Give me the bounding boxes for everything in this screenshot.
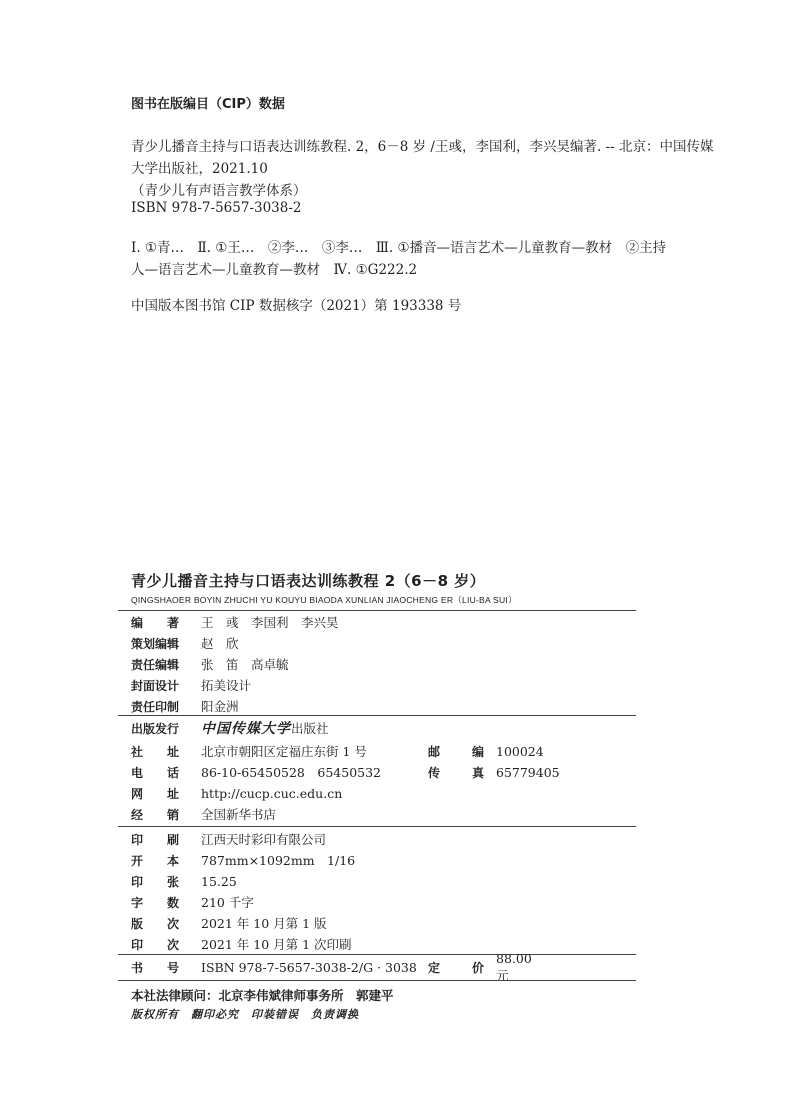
credit-row (131, 612, 339, 632)
address-label: 社 址 (131, 744, 179, 759)
cip-isbn: ISBN 978-7-5657-3038-2 (131, 200, 302, 216)
printing-row (131, 829, 326, 849)
distributor-label: 经 销 (131, 807, 179, 822)
printing-row-label: 印 次 (131, 937, 179, 952)
printing-row-value: 2021 年 10 月第 1 版 (201, 916, 327, 931)
cip-series: （青少儿有声语言教学体系） (131, 183, 307, 199)
credit-row (131, 633, 239, 653)
printing-row-label: 字 数 (131, 895, 179, 910)
credit-row-label: 编 著 (131, 615, 179, 630)
printing-row (131, 934, 352, 954)
phone-label: 电 话 (131, 765, 179, 780)
postcode-value: 100024 (496, 743, 544, 759)
publisher-row (131, 718, 329, 738)
credit-row (131, 675, 251, 695)
publisher-logo: 中国传媒大学 (201, 721, 291, 737)
publisher-label: 出版发行 (131, 721, 180, 736)
credit-row-value: 王 彧 李国利 李兴昊 (201, 615, 339, 630)
isbn-row (131, 950, 532, 983)
cip-entry-line-1: 青少儿播音主持与口语表达训练教程. 2，6－8 岁 /王彧，李国利，李兴昊编著. -- 北京：中国传媒 (131, 139, 714, 155)
divider (118, 715, 636, 716)
address-row (131, 741, 544, 761)
credit-row-label: 策划编辑 (131, 636, 180, 651)
fax-label: 传 真 (428, 765, 484, 780)
publisher-suffix: 出版社 (291, 721, 329, 736)
distributor-value: 全国新华书店 (201, 807, 277, 822)
printing-row-label: 印 张 (131, 874, 179, 889)
book-title-pinyin: QINGSHAOER BOYIN ZHUCHI YU KOUYU BIAODA XUNLIAN JIAOCHENG ER（LIU-BA SUI） (131, 595, 517, 605)
phone-value: 86-10-65450528 65450532 (201, 765, 382, 780)
cip-heading: 图书在版编目（CIP）数据 (131, 97, 285, 112)
printing-row-value: 2021 年 10 月第 1 次印刷 (201, 937, 352, 952)
legal-counsel: 本社法律顾问：北京李伟斌律师事务所 郭建平 (131, 988, 394, 1003)
printing-row-value: 787mm×1092mm 1/16 (201, 853, 356, 868)
divider (118, 826, 636, 827)
credit-row-label: 责任编辑 (131, 657, 180, 672)
printing-row (131, 892, 254, 912)
divider (118, 980, 636, 981)
credit-row (131, 696, 239, 716)
printing-row (131, 850, 355, 870)
postcode-label: 邮 编 (428, 744, 484, 759)
cip-entry-line-2: 大学出版社，2021.10 (131, 161, 268, 177)
website-label: 网 址 (131, 786, 179, 801)
book-title: 青少儿播音主持与口语表达训练教程 2（6－8 岁） (131, 572, 486, 590)
credit-row-value: 拓美设计 (201, 678, 252, 693)
cip-classification-line-1: Ⅰ. ①青… Ⅱ. ①王… ②李… ③李… Ⅲ. ①播音—语言艺术—儿童教育—教材 ②主持 (131, 240, 667, 256)
cip-number: 中国版本图书馆 CIP 数据核字（2021）第 193338 号 (131, 298, 462, 314)
rights-notice: 版权所有 翻印必究 印装错误 负责调换 (131, 1008, 359, 1021)
credit-row-value: 赵 欣 (201, 636, 239, 651)
isbn-value: ISBN 978-7-5657-3038-2/G · 3038 (201, 959, 417, 975)
website-link[interactable]: http://cucp.cuc.edu.cn (201, 785, 343, 801)
printing-row-value: 15.25 (201, 873, 237, 889)
printing-row-label: 开 本 (131, 853, 179, 868)
website-row (131, 783, 342, 803)
credit-row-label: 责任印制 (131, 699, 180, 714)
address-value: 北京市朝阳区定福庄东街 1 号 (201, 744, 367, 759)
phone-row (131, 762, 560, 782)
printing-row-label: 版 次 (131, 916, 179, 931)
cip-classification-line-2: 人—语言艺术—儿童教育—教材 Ⅳ. ①G222.2 (131, 262, 418, 278)
printing-row (131, 913, 327, 933)
credit-row (131, 654, 289, 674)
price-value: 88.00 元 (496, 950, 532, 983)
distributor-row (131, 804, 276, 824)
credit-row-label: 封面设计 (131, 678, 180, 693)
isbn-label: 书 号 (131, 960, 179, 975)
price-label: 定 价 (428, 960, 484, 975)
printing-row-value: 210 千字 (201, 895, 254, 910)
divider (118, 954, 636, 955)
printing-row (131, 871, 237, 891)
printing-row-label: 印 刷 (131, 832, 179, 847)
printing-row-value: 江西天时彩印有限公司 (201, 832, 327, 847)
divider (118, 610, 636, 611)
credit-row-value: 阳金洲 (201, 699, 239, 714)
credit-row-value: 张 笛 高卓毓 (201, 657, 289, 672)
fax-value: 65779405 (496, 764, 560, 780)
